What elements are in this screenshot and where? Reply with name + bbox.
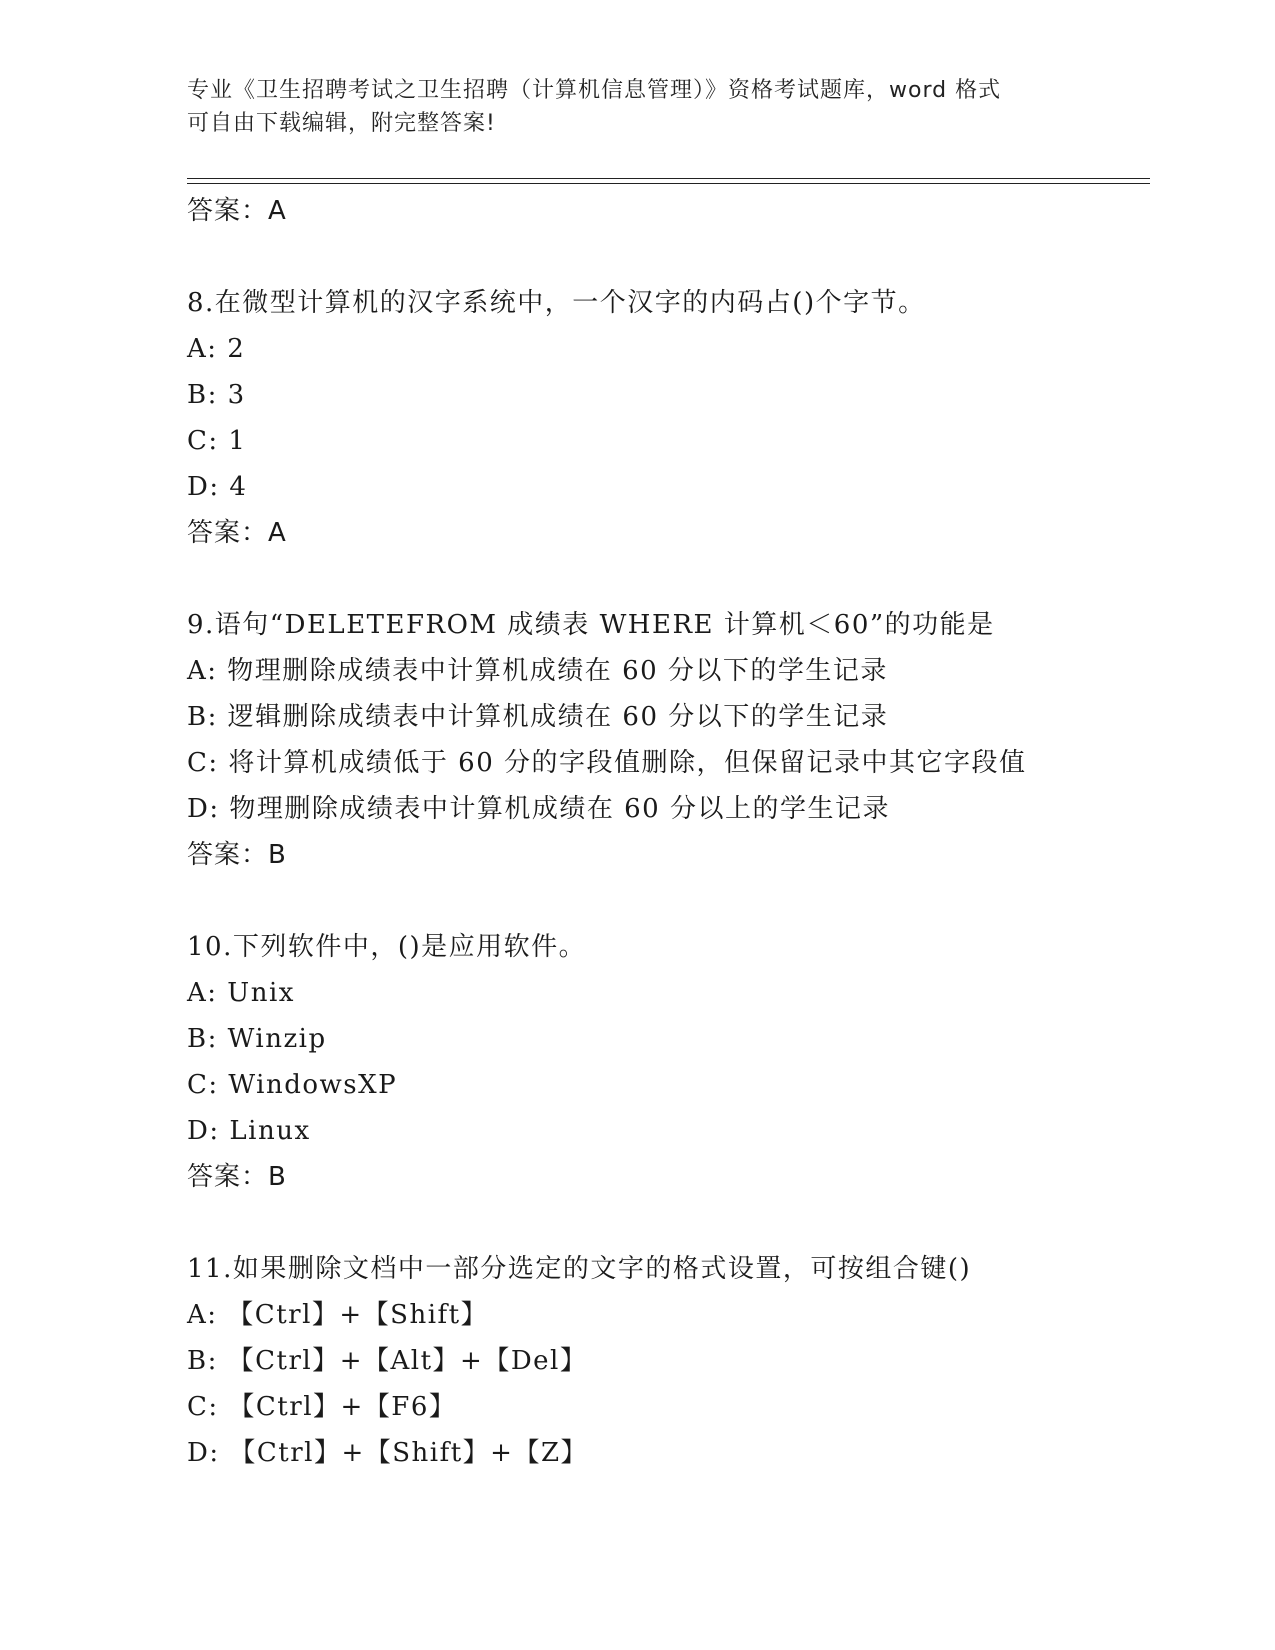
answer-line: 答案：B: [187, 840, 287, 870]
option-c: C: WindowsXP: [187, 1070, 398, 1100]
option-c: C: 将计算机成绩低于 60 分的字段值删除，但保留记录中其它字段值: [187, 748, 1027, 778]
question-stem: 10.下列软件中，()是应用软件。: [187, 932, 587, 962]
option-c: C: 【Ctrl】+【F6】: [187, 1392, 457, 1422]
question-stem: 8.在微型计算机的汉字系统中，一个汉字的内码占()个字节。: [187, 288, 926, 318]
option-c: C: 1: [187, 426, 247, 456]
option-d: D: 4: [187, 472, 248, 502]
option-b: B: Winzip: [187, 1024, 327, 1054]
header-line-2: 可自由下载编辑，附完整答案!: [187, 111, 496, 136]
option-a: A: 【Ctrl】+【Shift】: [187, 1300, 489, 1330]
question-10: [187, 924, 1147, 1200]
option-b: B: 3: [187, 380, 246, 410]
question-stem: 9.语句“DELETEFROM 成绩表 WHERE 计算机＜60”的功能是: [187, 610, 995, 640]
question-8: [187, 280, 1147, 556]
option-b: B: 【Ctrl】+【Alt】+【Del】: [187, 1346, 588, 1376]
option-d: D: Linux: [187, 1116, 311, 1146]
answer-line: 答案：B: [187, 1162, 287, 1192]
option-b: B: 逻辑删除成绩表中计算机成绩在 60 分以下的学生记录: [187, 702, 889, 732]
option-d: D: 物理删除成绩表中计算机成绩在 60 分以上的学生记录: [187, 794, 890, 824]
answer-line: 答案：A: [187, 196, 287, 226]
answer-line: 答案：A: [187, 518, 287, 548]
option-a: A: Unix: [187, 978, 295, 1008]
question-list: [187, 188, 1147, 1476]
header-line-1: 专业《卫生招聘考试之卫生招聘（计算机信息管理）》资格考试题库，word 格式: [187, 78, 1002, 103]
header-divider-top: [187, 178, 1150, 179]
header-divider-bottom: [187, 183, 1150, 184]
question-11: [187, 1246, 1147, 1476]
question-stem: 11.如果删除文档中一部分选定的文字的格式设置，可按组合键(): [187, 1254, 972, 1284]
document-header: [187, 74, 1067, 140]
option-a: A: 2: [187, 334, 246, 364]
option-a: A: 物理删除成绩表中计算机成绩在 60 分以下的学生记录: [187, 656, 888, 686]
question-9: [187, 602, 1147, 878]
option-d: D: 【Ctrl】+【Shift】+【Z】: [187, 1438, 589, 1468]
